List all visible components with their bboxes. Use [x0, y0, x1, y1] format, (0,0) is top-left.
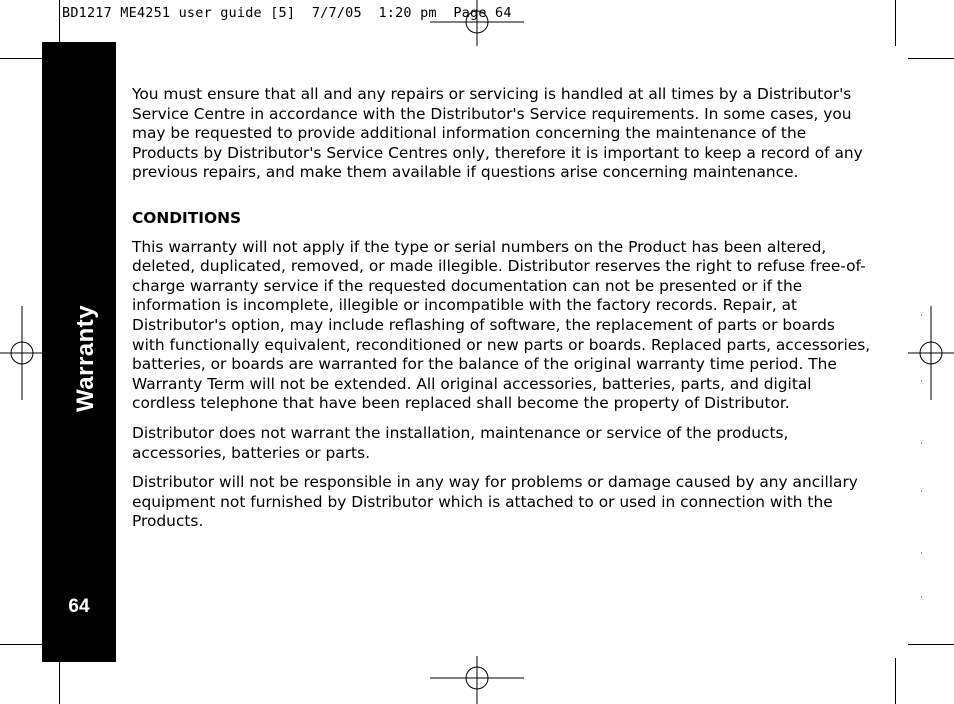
conditions-paragraph: This warranty will not apply if the type or serial numbers on the Product has been altered, deleted, duplicated, removed, or made illegible. Distributor reserves the right to refuse free-of-charge warranty service if the requested documentation can not be presented or if the information is incomplete, illegible or incompatible with the factory records. Repair, at Distributor's option, may include reflashing of software, the replacement of parts or boards with functionally equivalent, reconditioned or new parts or boards. Replaced parts, accessories, batteries, or boards are warranted for the balance of the original warranty time period. The Warranty Term will not be extended. All original accessories, batteries, parts, and digital cordless telephone that have been replaced shall become the property of Distributor. [132, 237, 871, 413]
registration-mark-left [0, 306, 48, 402]
registration-mark-right [906, 306, 954, 402]
section-title: Warranty [72, 304, 99, 412]
warranty-text [132, 85, 872, 542]
registration-mark-bottom [430, 656, 526, 704]
print-slug: BD1217 ME4251 user guide [5] 7/7/05 1:20 pm Page 64 [62, 5, 512, 21]
page-number: 64 [68, 596, 90, 617]
installation-paragraph: Distributor does not warrant the installation, maintenance or service of the products, accessories, batteries or parts. [132, 423, 789, 462]
ancillary-paragraph: Distributor will not be responsible in any way for problems or damage caused by any ancillary equipment not furnished by Distributor which is attached to or used in connection with the Products. [132, 473, 858, 531]
registration-mark-top [430, 0, 526, 48]
conditions-heading: CONDITIONS [132, 208, 242, 227]
intro-paragraph: You must ensure that all and any repairs or servicing is handled at all times by a Distributor's Service Centre in accordance with the Distributor's Service requirements. In some cases, you may be requested to provide additional information concerning the maintenance of the Products by Distributor's Service Centres only, therefore it is important to keep a record of any previous repairs, and make them available if questions arise concerning maintenance. [132, 85, 863, 182]
